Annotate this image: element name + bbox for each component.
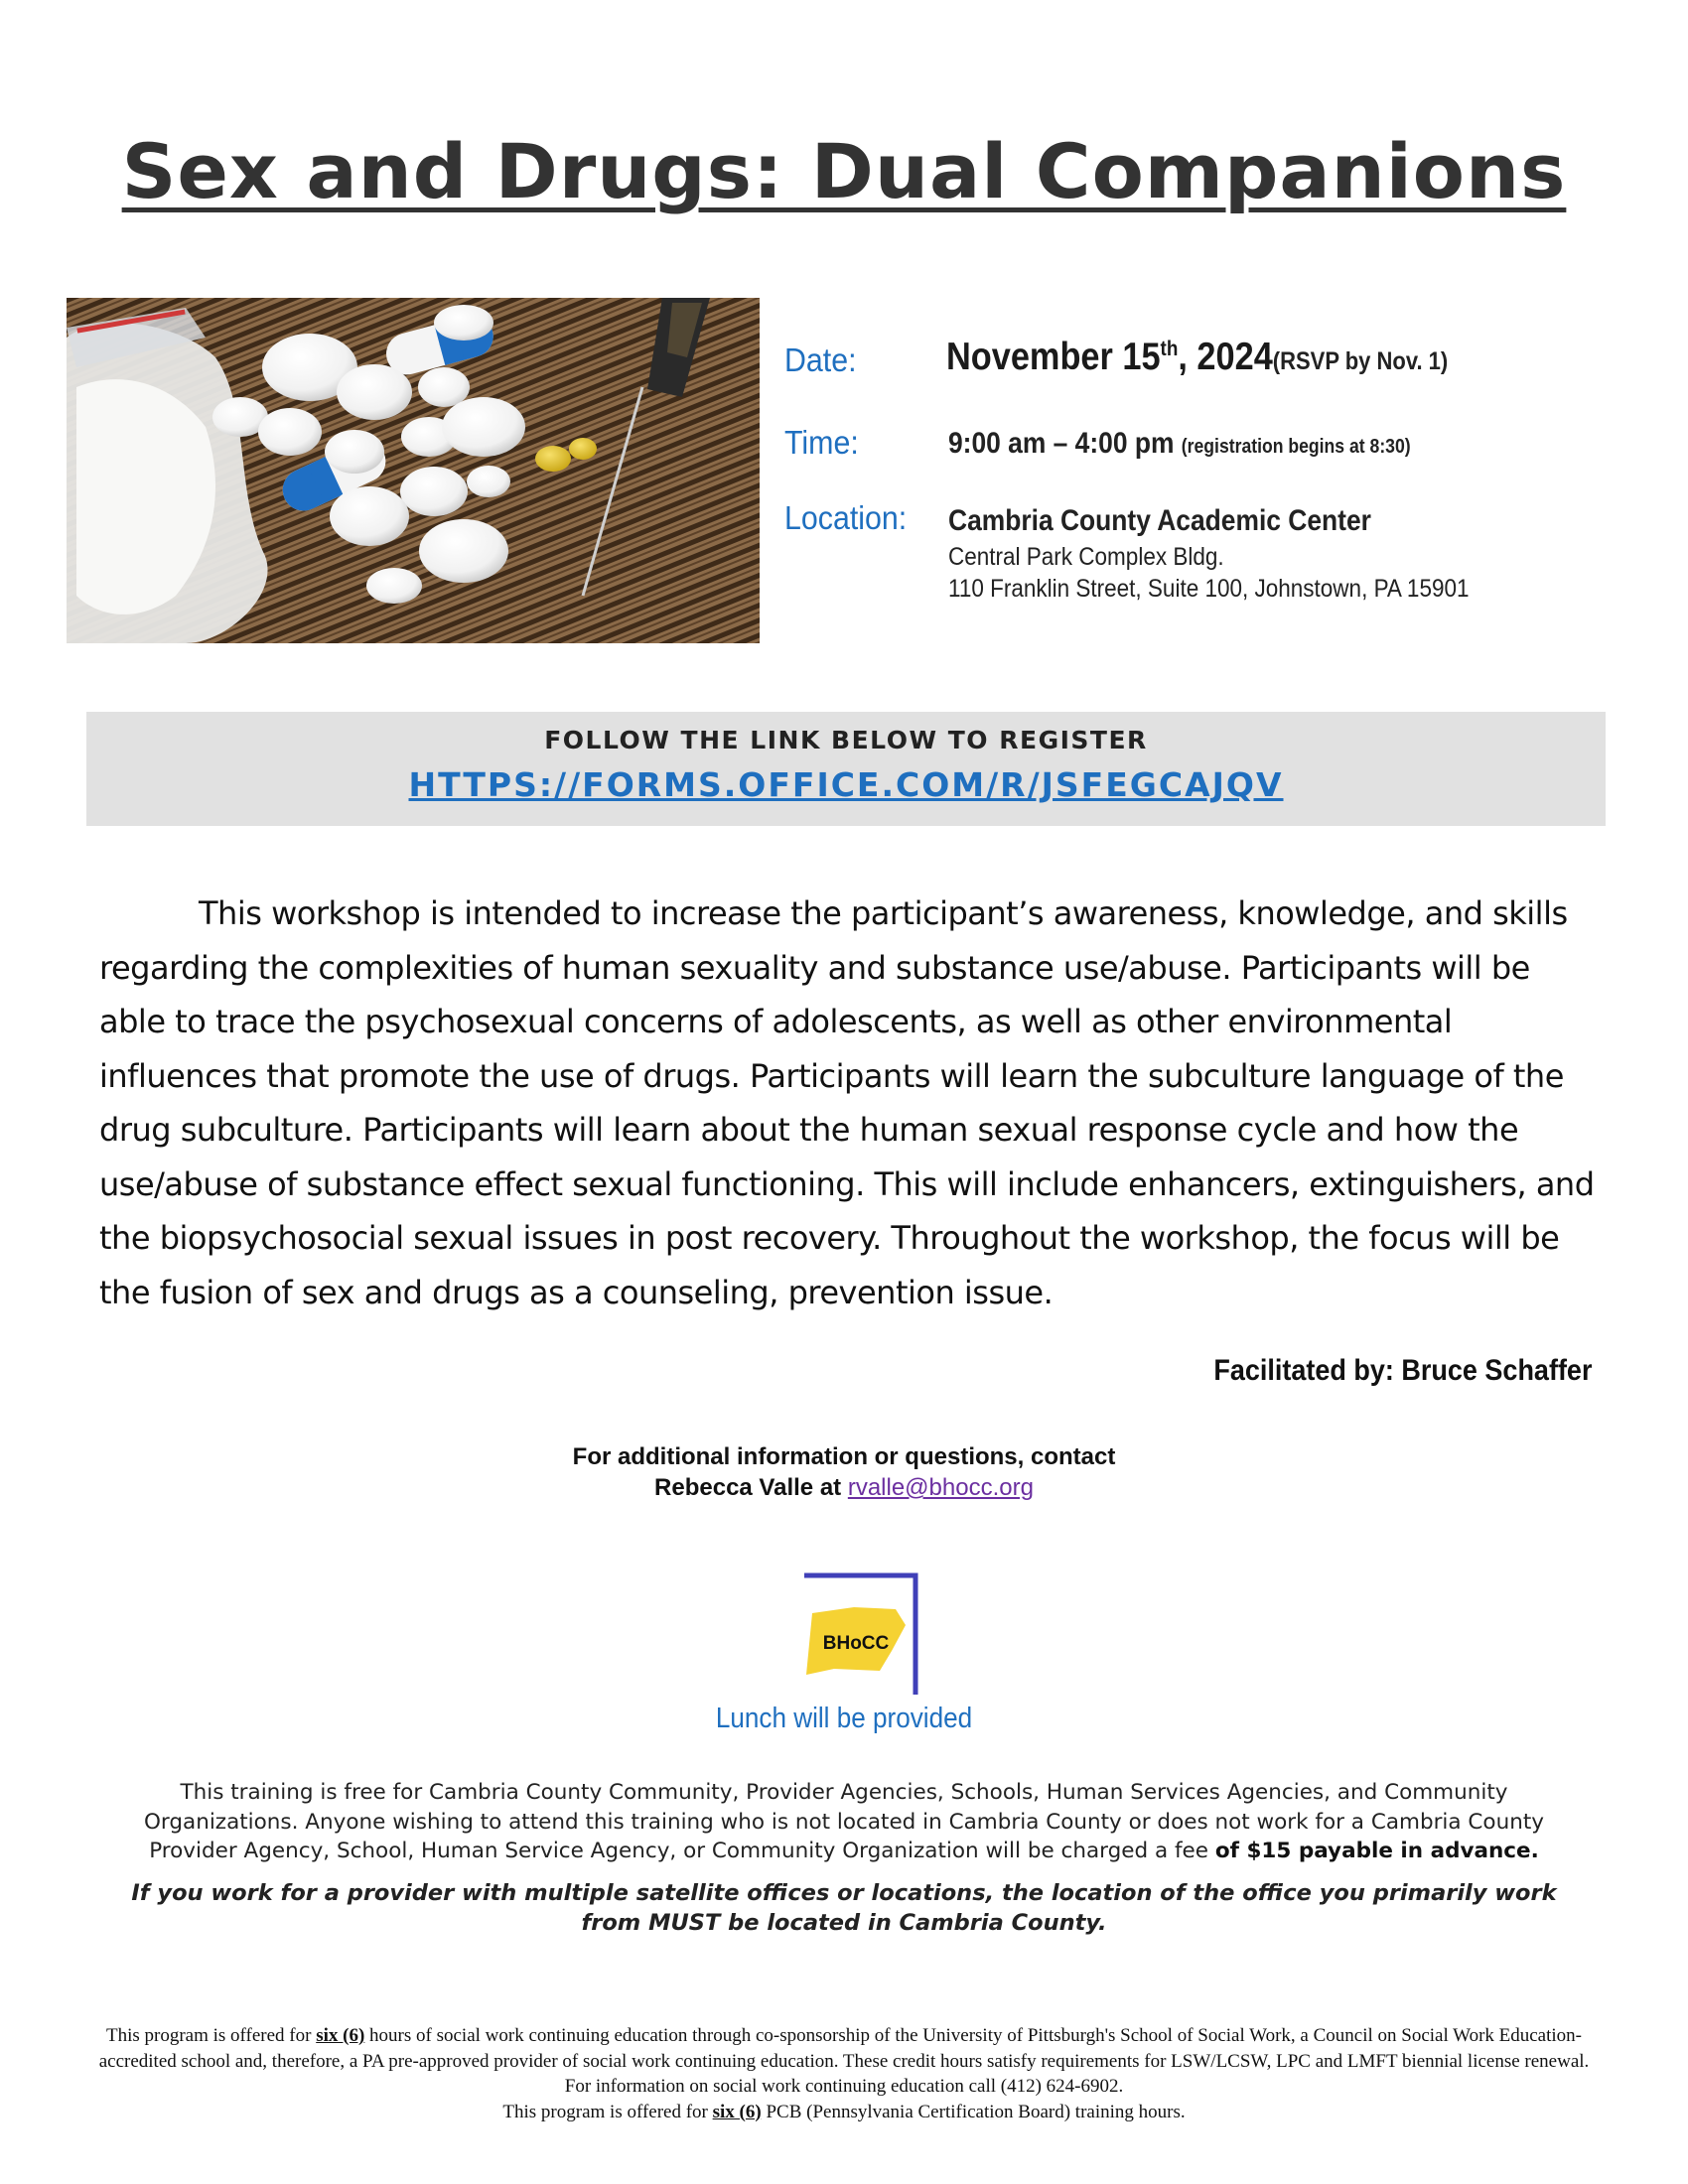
fee-amount: of $15 payable in advance. xyxy=(1214,1839,1539,1863)
location-name: Cambria County Academic Center xyxy=(948,504,1371,537)
fee-paragraph xyxy=(119,1778,1569,1866)
lunch-note: Lunch will be provided xyxy=(715,1703,973,1734)
register-link[interactable]: HTTPS://FORMS.OFFICE.COM/R/JSFEGCAJQV xyxy=(408,765,1284,804)
contact-info xyxy=(0,1441,1688,1503)
ce-text: This program is offered for xyxy=(105,2025,317,2046)
date-year: , 2024 xyxy=(1178,336,1273,378)
ce-paragraph-2 xyxy=(89,2100,1599,2125)
bhocc-logo xyxy=(794,1564,923,1698)
contact-prefix: Rebecca Valle at xyxy=(654,1474,848,1501)
registration-note: (registration begins at 8:30) xyxy=(1181,436,1411,458)
location-address: 110 Franklin Street, Suite 100, Johnstown, PA 15901 xyxy=(948,575,1470,603)
workshop-description: This workshop is intended to increase the participant’s awareness, knowledge, and skills regarding the complexities of human sexuality and substance use/abuse. Participants will be able to trace the psychosexual concerns of adolescents, as well as other environmental influences that promote the use of drugs. Participants will learn the subculture language of the drug subculture. Participants will learn about the human sexual response cycle and how the use/abuse of substance effect sexual functioning. This will include enhancers, extinguishers, and the biopsychosocial sexual issues in post recovery. Throughout the workshop, the focus will be the fusion of sex and drugs as a counseling, prevention issue. xyxy=(99,894,1595,1311)
ce-text: This program is offered for xyxy=(502,2101,713,2122)
date-value xyxy=(946,336,1448,379)
facilitator: Facilitated by: Bruce Schaffer xyxy=(1212,1354,1592,1387)
pills-photo xyxy=(67,298,760,643)
ce-text: hours of social work continuing education through co-sponsorship of the University of Pittsburgh's School of Social Work, a Council on Social Work Education-accredited school and, therefore, a PA pre-approved provider of social work continuing education. These credit hours satisfy requirements for LSW/LCSW, LPC and LMFT biennial license renewal. For information on social work continuing education call (412) 624-6902. xyxy=(98,2025,1590,2097)
fee-text: This training is free for Cambria County Community, Provider Agencies, Schools, Human Services Agencies, and Community Organizations. Anyone wishing to attend this training who is not located in Cambria County or does not work for a Cambria County Provider Agency, School, Human Service Agency, or Community Organization will be charged a fee xyxy=(143,1780,1544,1863)
pcb-hours: six (6) xyxy=(712,2101,762,2122)
time-label: Time: xyxy=(784,424,859,461)
location-label: Location: xyxy=(784,499,908,536)
satellite-note: If you work for a provider with multiple satellite offices or locations, the location of the office you primarily work from MUST be located in Cambria County. xyxy=(131,1880,1557,1936)
ce-hours: six (6) xyxy=(316,2025,365,2046)
ce-paragraph-1 xyxy=(89,2023,1599,2100)
rsvp-note: (RSVP by Nov. 1) xyxy=(1272,347,1449,375)
ce-footer xyxy=(89,2023,1599,2124)
location-building: Central Park Complex Bldg. xyxy=(948,543,1224,571)
contact-person xyxy=(0,1472,1688,1503)
register-banner xyxy=(86,712,1606,826)
date-day: November 15 xyxy=(946,336,1161,378)
ce-text: PCB (Pennsylvania Certification Board) training hours. xyxy=(761,2101,1186,2122)
contact-line: For additional information or questions, contact xyxy=(572,1443,1116,1470)
page-title: Sex and Drugs: Dual Companions xyxy=(121,127,1567,215)
logo-text: BHoCC xyxy=(822,1633,890,1654)
time-range: 9:00 am – 4:00 pm xyxy=(948,427,1175,460)
time-value xyxy=(948,427,1411,461)
contact-email-link[interactable]: rvalle@bhocc.org xyxy=(847,1474,1034,1501)
register-heading: FOLLOW THE LINK BELOW TO REGISTER xyxy=(544,726,1148,754)
date-suffix: th xyxy=(1160,337,1179,360)
date-label: Date: xyxy=(784,341,857,378)
